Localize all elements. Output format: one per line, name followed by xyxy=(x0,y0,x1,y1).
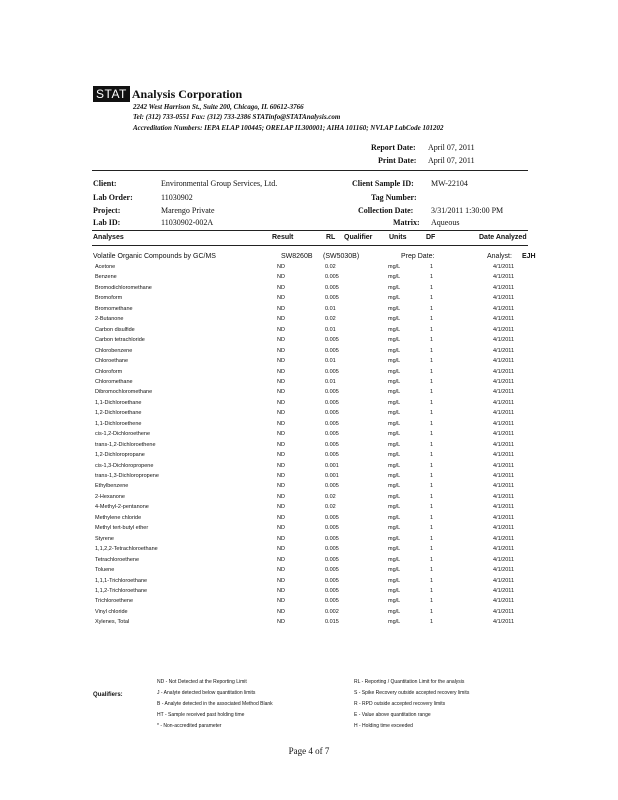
row-units: mg/L xyxy=(388,316,401,323)
section-title: Volatile Organic Compounds by GC/MS xyxy=(93,253,216,260)
accreditation-line: Accreditation Numbers: IEPA ELAP 100445; ORELAP IL300001; AIHA 101160; NVLAP LabCode 101202 xyxy=(133,124,444,132)
row-rl: 0.015 xyxy=(325,619,339,626)
row-rl: 0.02 xyxy=(325,316,336,323)
row-analyte: Vinyl chloride xyxy=(95,608,128,615)
row-df: 1 xyxy=(430,493,434,500)
row-units: mg/L xyxy=(388,525,401,532)
row-result: ND xyxy=(277,504,285,511)
row-date: 4/1/2011 xyxy=(493,295,515,302)
row-analyte: Bromodichloromethane xyxy=(95,284,152,291)
prep-date-label: Prep Date: xyxy=(401,253,435,260)
row-df: 1 xyxy=(430,316,434,323)
row-units: mg/L xyxy=(388,452,401,459)
row-result: ND xyxy=(277,399,285,406)
row-df: 1 xyxy=(430,284,434,291)
row-date: 4/1/2011 xyxy=(493,577,515,584)
table-row xyxy=(95,348,535,358)
row-df: 1 xyxy=(430,264,434,270)
row-rl: 0.005 xyxy=(325,399,339,406)
row-df: 1 xyxy=(430,577,434,584)
row-result: ND xyxy=(277,295,285,302)
row-date: 4/1/2011 xyxy=(493,462,515,469)
row-units: mg/L xyxy=(388,295,401,302)
company-name: Analysis Corporation xyxy=(131,86,243,101)
col-rl: RL xyxy=(326,234,336,241)
row-rl: 0.005 xyxy=(325,598,339,605)
row-result: ND xyxy=(277,452,285,459)
table-row xyxy=(95,369,535,379)
row-analyte: 2-Hexanone xyxy=(95,493,125,500)
row-units: mg/L xyxy=(388,483,401,490)
row-date: 4/1/2011 xyxy=(493,493,515,500)
qualifier-note: H - Holding time exceeded xyxy=(354,723,413,729)
row-units: mg/L xyxy=(388,305,401,312)
row-analyte: 2-Butanone xyxy=(95,316,124,323)
row-df: 1 xyxy=(430,420,434,427)
row-df: 1 xyxy=(430,295,434,302)
client-sample-value: MW-22104 xyxy=(431,179,468,188)
row-date: 4/1/2011 xyxy=(493,358,515,365)
row-rl: 0.02 xyxy=(325,493,336,500)
row-df: 1 xyxy=(430,483,434,490)
qualifier-note: B - Analyte detected in the associated Method Blank xyxy=(157,701,273,707)
qualifier-note: * - Non-accredited parameter xyxy=(157,723,222,729)
row-units: mg/L xyxy=(388,587,401,594)
row-date: 4/1/2011 xyxy=(493,389,515,396)
row-df: 1 xyxy=(430,441,434,448)
row-analyte: 1,2-Dichloropropane xyxy=(95,452,145,459)
columns-bottom-divider xyxy=(92,245,528,246)
row-units: mg/L xyxy=(388,410,401,417)
row-rl: 0.005 xyxy=(325,452,339,459)
table-row xyxy=(95,337,535,347)
row-result: ND xyxy=(277,347,285,354)
row-analyte: trans-1,3-Dichloropropene xyxy=(95,473,159,479)
row-result: ND xyxy=(277,608,285,615)
col-analyses: Analyses xyxy=(93,234,124,241)
table-row xyxy=(95,264,535,274)
row-date: 4/1/2011 xyxy=(493,378,515,385)
row-rl: 0.001 xyxy=(325,473,339,479)
row-date: 4/1/2011 xyxy=(493,305,515,312)
row-analyte: Benzene xyxy=(95,274,117,281)
table-row xyxy=(95,327,535,337)
row-rl: 0.005 xyxy=(325,284,339,291)
row-units: mg/L xyxy=(388,389,401,396)
client-label: Client: xyxy=(93,179,117,188)
row-date: 4/1/2011 xyxy=(493,556,515,563)
table-row xyxy=(95,452,535,462)
table-row xyxy=(95,463,535,473)
row-df: 1 xyxy=(430,389,434,396)
address: 2242 West Harrison St., Suite 200, Chicago, IL 60612-3766 xyxy=(133,103,304,111)
client-value: Environmental Group Services, Ltd. xyxy=(161,179,278,188)
row-units: mg/L xyxy=(388,326,401,333)
page-number: Page 4 of 7 xyxy=(288,746,330,756)
row-date: 4/1/2011 xyxy=(493,619,515,626)
row-rl: 0.005 xyxy=(325,556,339,563)
row-df: 1 xyxy=(430,326,434,333)
row-result: ND xyxy=(277,378,285,385)
row-rl: 0.005 xyxy=(325,535,339,542)
collection-value: 3/31/2011 1:30:00 PM xyxy=(431,206,504,215)
row-df: 1 xyxy=(430,274,434,281)
row-units: mg/L xyxy=(388,441,401,448)
table-row xyxy=(95,400,535,410)
table-row xyxy=(95,358,535,368)
row-date: 4/1/2011 xyxy=(493,274,515,281)
row-result: ND xyxy=(277,514,285,521)
row-analyte: 1,1,2-Trichloroethane xyxy=(95,587,148,594)
qualifier-note: RL - Reporting / Quantitation Limit for the analysis xyxy=(354,679,465,685)
row-result: ND xyxy=(277,326,285,333)
row-result: ND xyxy=(277,284,285,291)
row-date: 4/1/2011 xyxy=(493,525,515,532)
qualifier-note: S - Spike Recovery outside accepted recovery limits xyxy=(354,690,470,696)
row-result: ND xyxy=(277,567,285,574)
section-method-prep: (SW5030B) xyxy=(323,253,360,260)
row-units: mg/L xyxy=(388,504,401,511)
analyst-label: Analyst: xyxy=(487,253,512,260)
row-analyte: Ethylbenzene xyxy=(95,483,129,490)
row-date: 4/1/2011 xyxy=(493,431,515,438)
table-row xyxy=(95,285,535,295)
row-result: ND xyxy=(277,483,285,490)
row-units: mg/L xyxy=(388,462,401,469)
qualifier-note: J - Analyte detected below quantitation limits xyxy=(157,690,256,696)
row-analyte: Carbon tetrachloride xyxy=(95,337,145,344)
row-units: mg/L xyxy=(388,274,401,281)
lab-order-label: Lab Order: xyxy=(93,193,133,202)
row-units: mg/L xyxy=(388,358,401,365)
row-df: 1 xyxy=(430,587,434,594)
row-rl: 0.005 xyxy=(325,410,339,417)
row-result: ND xyxy=(277,431,285,438)
row-rl: 0.005 xyxy=(325,483,339,490)
row-analyte: 4-Methyl-2-pentanone xyxy=(95,504,149,511)
row-result: ND xyxy=(277,305,285,312)
row-date: 4/1/2011 xyxy=(493,420,515,427)
row-df: 1 xyxy=(430,556,434,563)
row-date: 4/1/2011 xyxy=(493,264,515,270)
logo-mark: STAT xyxy=(93,86,130,102)
row-result: ND xyxy=(277,316,285,323)
row-result: ND xyxy=(277,598,285,605)
row-df: 1 xyxy=(430,619,434,626)
row-analyte: Chloromethane xyxy=(95,378,133,385)
row-date: 4/1/2011 xyxy=(493,347,515,354)
row-analyte: Chlorobenzene xyxy=(95,347,133,354)
qualifier-note: E - Value above quantitation range xyxy=(354,712,431,718)
row-df: 1 xyxy=(430,399,434,406)
row-units: mg/L xyxy=(388,399,401,406)
table-row xyxy=(95,567,535,577)
table-row xyxy=(95,609,535,619)
report-date: April 07, 2011 xyxy=(428,143,475,152)
row-result: ND xyxy=(277,274,285,281)
row-result: ND xyxy=(277,368,285,375)
row-units: mg/L xyxy=(388,347,401,354)
project-value: Marengo Private xyxy=(161,206,215,215)
row-analyte: Xylenes, Total xyxy=(95,619,130,626)
row-df: 1 xyxy=(430,452,434,459)
row-rl: 0.005 xyxy=(325,567,339,574)
table-row xyxy=(95,421,535,431)
row-analyte: trans-1,2-Dichloroethene xyxy=(95,441,156,448)
row-analyte: Methylene chloride xyxy=(95,514,142,521)
row-df: 1 xyxy=(430,567,434,574)
row-result: ND xyxy=(277,410,285,417)
row-units: mg/L xyxy=(388,535,401,542)
row-result: ND xyxy=(277,619,285,626)
row-result: ND xyxy=(277,473,285,479)
table-row xyxy=(95,473,535,483)
col-result: Result xyxy=(272,234,294,241)
table-row xyxy=(95,557,535,567)
row-rl: 0.005 xyxy=(325,546,339,553)
print-date: April 07, 2011 xyxy=(428,156,475,165)
row-units: mg/L xyxy=(388,598,401,605)
row-date: 4/1/2011 xyxy=(493,546,515,553)
table-row xyxy=(95,410,535,420)
row-rl: 0.005 xyxy=(325,420,339,427)
row-units: mg/L xyxy=(388,284,401,291)
row-analyte: 1,1-Dichloroethane xyxy=(95,399,142,406)
row-rl: 0.005 xyxy=(325,389,339,396)
row-analyte: Methyl tert-butyl ether xyxy=(95,525,149,532)
row-df: 1 xyxy=(430,368,434,375)
section-method: SW8260B xyxy=(281,253,313,260)
row-result: ND xyxy=(277,577,285,584)
row-result: ND xyxy=(277,556,285,563)
tag-label: Tag Number: xyxy=(371,193,417,202)
row-df: 1 xyxy=(430,608,434,615)
row-result: ND xyxy=(277,525,285,532)
row-result: ND xyxy=(277,264,285,270)
table-row xyxy=(95,504,535,514)
table-row xyxy=(95,274,535,284)
row-rl: 0.005 xyxy=(325,337,339,344)
table-row xyxy=(95,316,535,326)
row-rl: 0.02 xyxy=(325,504,336,511)
table-row xyxy=(95,494,535,504)
row-analyte: Tetrachloroethene xyxy=(95,556,140,563)
report-date-label: Report Date: xyxy=(371,143,416,152)
row-result: ND xyxy=(277,587,285,594)
row-rl: 0.005 xyxy=(325,295,339,302)
row-analyte: Trichloroethene xyxy=(95,598,134,605)
qualifier-note: HT - Sample received past holding time xyxy=(157,712,245,718)
row-rl: 0.001 xyxy=(325,462,339,469)
row-df: 1 xyxy=(430,525,434,532)
row-units: mg/L xyxy=(388,619,401,626)
table-row xyxy=(95,588,535,598)
project-label: Project: xyxy=(93,206,121,215)
row-df: 1 xyxy=(430,305,434,312)
row-rl: 0.01 xyxy=(325,378,336,385)
row-analyte: cis-1,2-Dichloroethene xyxy=(95,431,151,438)
table-row xyxy=(95,295,535,305)
row-date: 4/1/2011 xyxy=(493,326,515,333)
row-date: 4/1/2011 xyxy=(493,567,515,574)
row-rl: 0.005 xyxy=(325,525,339,532)
row-units: mg/L xyxy=(388,608,401,615)
row-df: 1 xyxy=(430,598,434,605)
table-row xyxy=(95,515,535,525)
qualifier-note: R - RPD outside accepted recovery limits xyxy=(354,701,446,707)
row-analyte: Bromoform xyxy=(95,295,123,302)
row-analyte: 1,2-Dichloroethane xyxy=(95,410,142,417)
row-df: 1 xyxy=(430,504,434,511)
row-date: 4/1/2011 xyxy=(493,504,515,511)
matrix-value: Aqueous xyxy=(431,218,460,227)
row-result: ND xyxy=(277,462,285,469)
client-sample-label: Client Sample ID: xyxy=(352,179,414,188)
row-df: 1 xyxy=(430,347,434,354)
row-analyte: 1,1,2,2-Tetrachloroethane xyxy=(95,546,158,553)
header-divider xyxy=(92,170,528,171)
row-df: 1 xyxy=(430,473,434,479)
table-row xyxy=(95,306,535,316)
analyst-value: EJH xyxy=(522,253,536,260)
row-units: mg/L xyxy=(388,546,401,553)
row-analyte: Styrene xyxy=(95,535,114,542)
row-result: ND xyxy=(277,535,285,542)
row-result: ND xyxy=(277,389,285,396)
row-units: mg/L xyxy=(388,473,401,479)
row-units: mg/L xyxy=(388,567,401,574)
row-date: 4/1/2011 xyxy=(493,368,515,375)
row-units: mg/L xyxy=(388,337,401,344)
row-units: mg/L xyxy=(388,493,401,500)
row-df: 1 xyxy=(430,410,434,417)
row-analyte: Dibromochloromethane xyxy=(95,389,153,396)
table-row xyxy=(95,442,535,452)
logo xyxy=(93,86,242,102)
row-df: 1 xyxy=(430,535,434,542)
row-rl: 0.005 xyxy=(325,347,339,354)
row-units: mg/L xyxy=(388,420,401,427)
row-df: 1 xyxy=(430,378,434,385)
row-rl: 0.005 xyxy=(325,431,339,438)
row-df: 1 xyxy=(430,462,434,469)
row-date: 4/1/2011 xyxy=(493,535,515,542)
table-row xyxy=(95,483,535,493)
row-analyte: Chloroform xyxy=(95,368,123,375)
row-date: 4/1/2011 xyxy=(493,399,515,406)
row-date: 4/1/2011 xyxy=(493,473,515,479)
row-date: 4/1/2011 xyxy=(493,441,515,448)
col-date-analyzed: Date Analyzed xyxy=(479,234,527,241)
row-result: ND xyxy=(277,493,285,500)
row-rl: 0.005 xyxy=(325,577,339,584)
row-df: 1 xyxy=(430,514,434,521)
qualifier-note: ND - Not Detected at the Reporting Limit xyxy=(157,679,247,685)
row-df: 1 xyxy=(430,337,434,344)
row-rl: 0.005 xyxy=(325,587,339,594)
lab-id-label: Lab ID: xyxy=(93,218,121,227)
row-date: 4/1/2011 xyxy=(493,483,515,490)
row-units: mg/L xyxy=(388,378,401,385)
row-rl: 0.005 xyxy=(325,368,339,375)
row-date: 4/1/2011 xyxy=(493,316,515,323)
row-date: 4/1/2011 xyxy=(493,410,515,417)
table-row xyxy=(95,379,535,389)
row-rl: 0.002 xyxy=(325,608,339,615)
row-units: mg/L xyxy=(388,514,401,521)
row-rl: 0.005 xyxy=(325,441,339,448)
row-rl: 0.01 xyxy=(325,326,336,333)
row-result: ND xyxy=(277,441,285,448)
col-units: Units xyxy=(389,234,407,241)
print-date-label: Print Date: xyxy=(378,156,417,165)
row-units: mg/L xyxy=(388,431,401,438)
table-row xyxy=(95,525,535,535)
row-units: mg/L xyxy=(388,264,401,270)
row-analyte: 1,1-Dichloroethene xyxy=(95,420,142,427)
row-rl: 0.01 xyxy=(325,305,336,312)
columns-top-divider xyxy=(92,230,528,231)
row-rl: 0.01 xyxy=(325,358,336,365)
table-row xyxy=(95,578,535,588)
row-date: 4/1/2011 xyxy=(493,284,515,291)
contact-line: Tel: (312) 733-0551 Fax: (312) 733-2386 STATinfo@STATAnalysis.com xyxy=(133,113,341,121)
row-result: ND xyxy=(277,546,285,553)
table-row xyxy=(95,536,535,546)
row-date: 4/1/2011 xyxy=(493,337,515,344)
col-qualifier: Qualifier xyxy=(344,234,373,241)
row-analyte: Bromomethane xyxy=(95,305,133,312)
row-date: 4/1/2011 xyxy=(493,452,515,459)
row-df: 1 xyxy=(430,546,434,553)
row-date: 4/1/2011 xyxy=(493,514,515,521)
lab-order-value: 11030902 xyxy=(161,193,193,202)
table-row xyxy=(95,389,535,399)
collection-label: Collection Date: xyxy=(358,206,414,215)
row-rl: 0.02 xyxy=(325,264,336,270)
table-row xyxy=(95,619,535,629)
row-units: mg/L xyxy=(388,556,401,563)
row-result: ND xyxy=(277,420,285,427)
table-row xyxy=(95,431,535,441)
col-df: DF xyxy=(426,234,436,241)
row-analyte: Toluene xyxy=(95,567,115,574)
matrix-label: Matrix: xyxy=(393,218,420,227)
row-analyte: Carbon disulfide xyxy=(95,326,135,333)
row-analyte: Chloroethane xyxy=(95,358,129,365)
row-rl: 0.005 xyxy=(325,514,339,521)
row-result: ND xyxy=(277,358,285,365)
row-result: ND xyxy=(277,337,285,344)
row-rl: 0.005 xyxy=(325,274,339,281)
row-analyte: cis-1,3-Dichloropropene xyxy=(95,462,154,469)
table-row xyxy=(95,546,535,556)
row-date: 4/1/2011 xyxy=(493,587,515,594)
row-analyte: 1,1,1-Trichloroethane xyxy=(95,577,148,584)
qualifiers-label: Qualifiers: xyxy=(93,692,123,698)
table-row xyxy=(95,598,535,608)
row-date: 4/1/2011 xyxy=(493,598,515,605)
row-date: 4/1/2011 xyxy=(493,608,515,615)
row-df: 1 xyxy=(430,358,434,365)
row-units: mg/L xyxy=(388,368,401,375)
row-units: mg/L xyxy=(388,577,401,584)
row-df: 1 xyxy=(430,431,434,438)
lab-id-value: 11030902-002A xyxy=(161,218,214,227)
row-analyte: Acetone xyxy=(95,264,116,270)
